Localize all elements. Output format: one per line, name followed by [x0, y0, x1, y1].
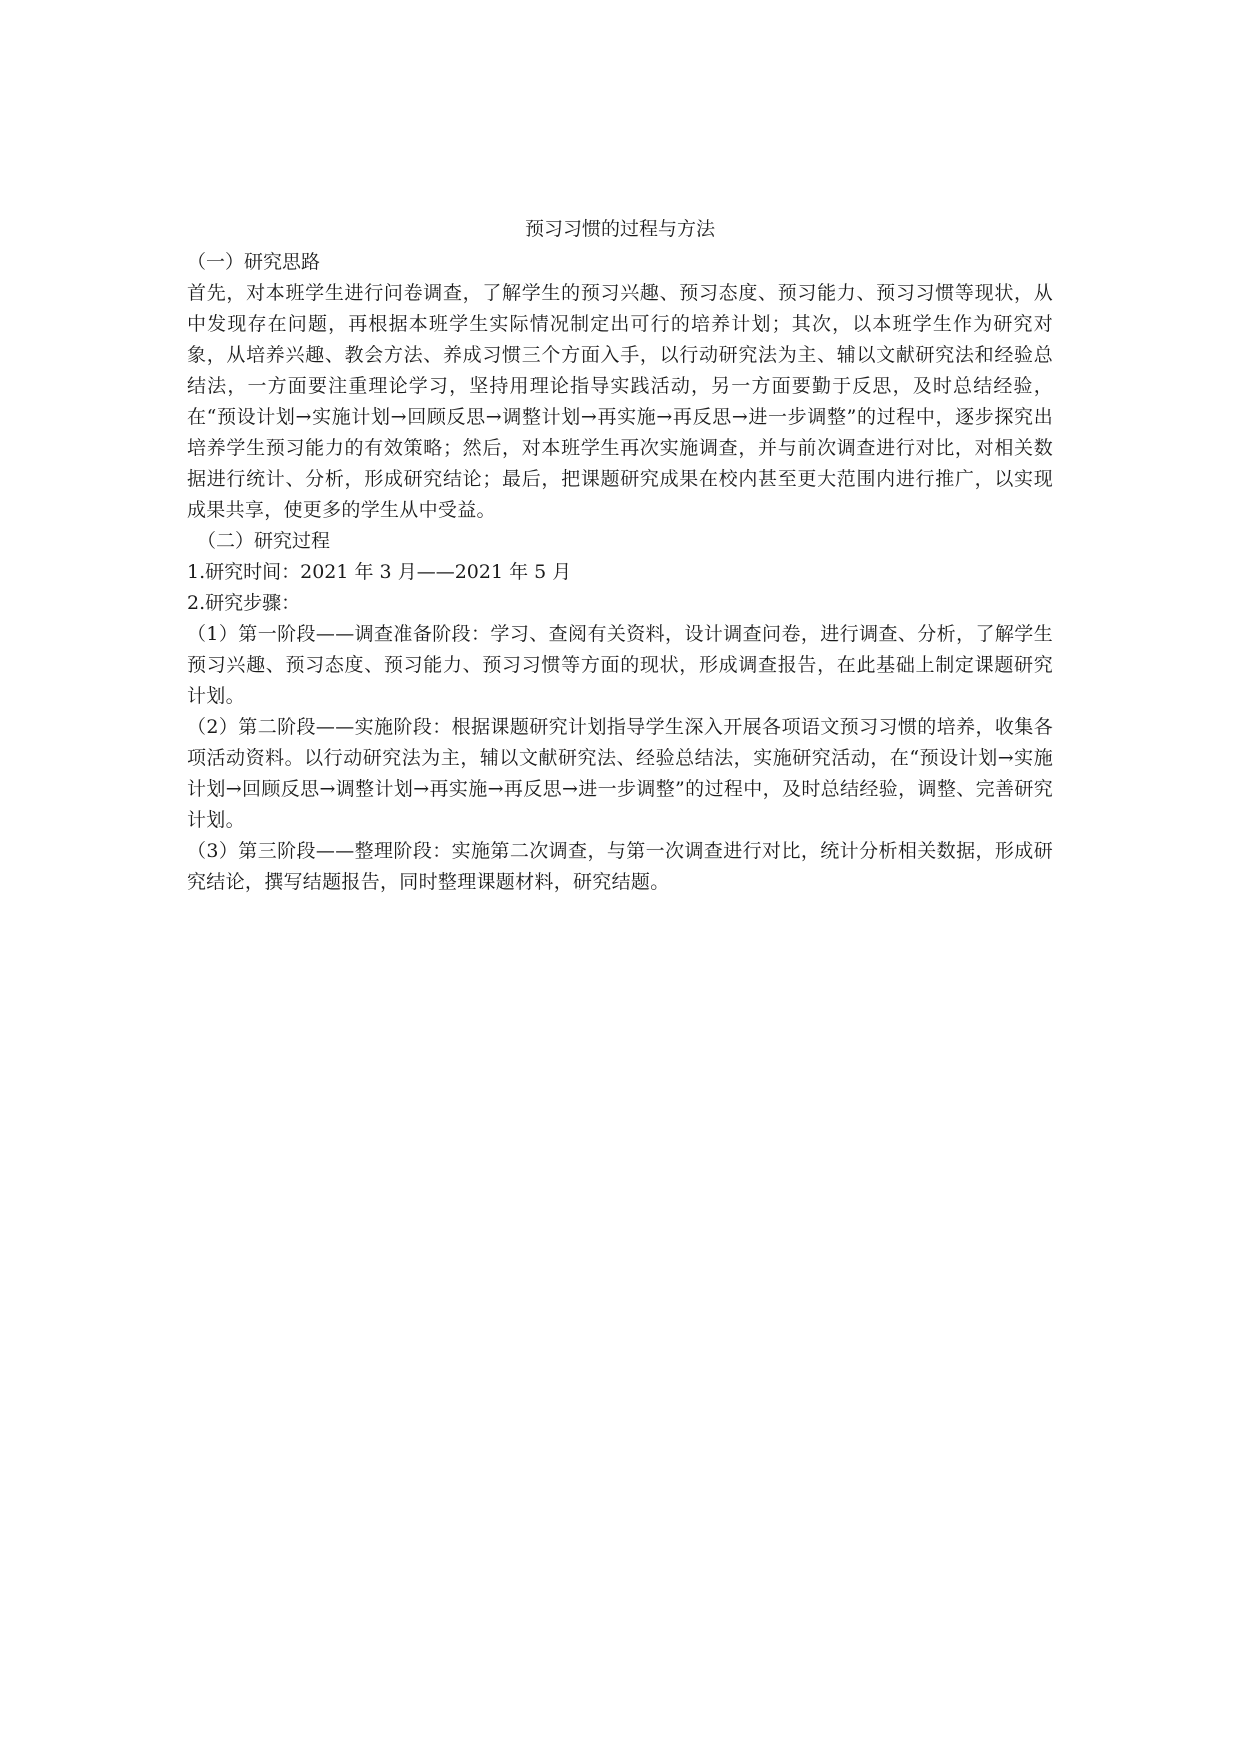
research-time-line: 1.研究时间：2021 年 3 月——2021 年 5 月 — [187, 561, 572, 583]
research-step-2: （2）第二阶段——实施阶段：根据课题研究计划指导学生深入开展各项语文预习习惯的培养，收集各项活动资料。以行动研究法为主，辅以文献研究法、经验总结法，实施研究活动，在“预设计划→实施计划→回顾反思→调整计划→再实施→再反思→进一步调整”的过程中，及时总结经验，调整、完善研究计划。 — [187, 716, 1053, 831]
research-steps-label: 2.研究步骤： — [187, 592, 301, 614]
document-body — [187, 214, 1053, 898]
section-heading-research-process: （二）研究过程 — [197, 530, 331, 552]
research-step-3: （3）第三阶段——整理阶段：实施第二次调查，与第一次调查进行对比，统计分析相关数据，形成研究结论，撰写结题报告，同时整理课题材料，研究结题。 — [187, 840, 1053, 893]
section-heading-research-approach: （一）研究思路 — [187, 251, 321, 273]
document-title: 预习习惯的过程与方法 — [524, 218, 715, 240]
research-step-1: （1）第一阶段——调查准备阶段：学习、查阅有关资料，设计调查问卷，进行调查、分析，了解学生预习兴趣、预习态度、预习能力、预习习惯等方面的现状，形成调查报告，在此基础上制定课题研究计划。 — [187, 623, 1053, 707]
research-approach-paragraph: 首先，对本班学生进行问卷调查，了解学生的预习兴趣、预习态度、预习能力、预习习惯等现状，从中发现存在问题，再根据本班学生实际情况制定出可行的培养计划；其次，以本班学生作为研究对象，从培养兴趣、教会方法、养成习惯三个方面入手，以行动研究法为主、辅以文献研究法和经验总结法，一方面要注重理论学习，坚持用理论指导实践活动，另一方面要勤于反思，及时总结经验，在“预设计划→实施计划→回顾反思→调整计划→再实施→再反思→进一步调整”的过程中，逐步探究出培养学生预习能力的有效策略；然后，对本班学生再次实施调查，并与前次调查进行对比，对相关数据进行统计、分析，形成研究结论；最后，把课题研究成果在校内甚至更大范围内进行推广，以实现成果共享，使更多的学生从中受益。 — [187, 282, 1053, 521]
